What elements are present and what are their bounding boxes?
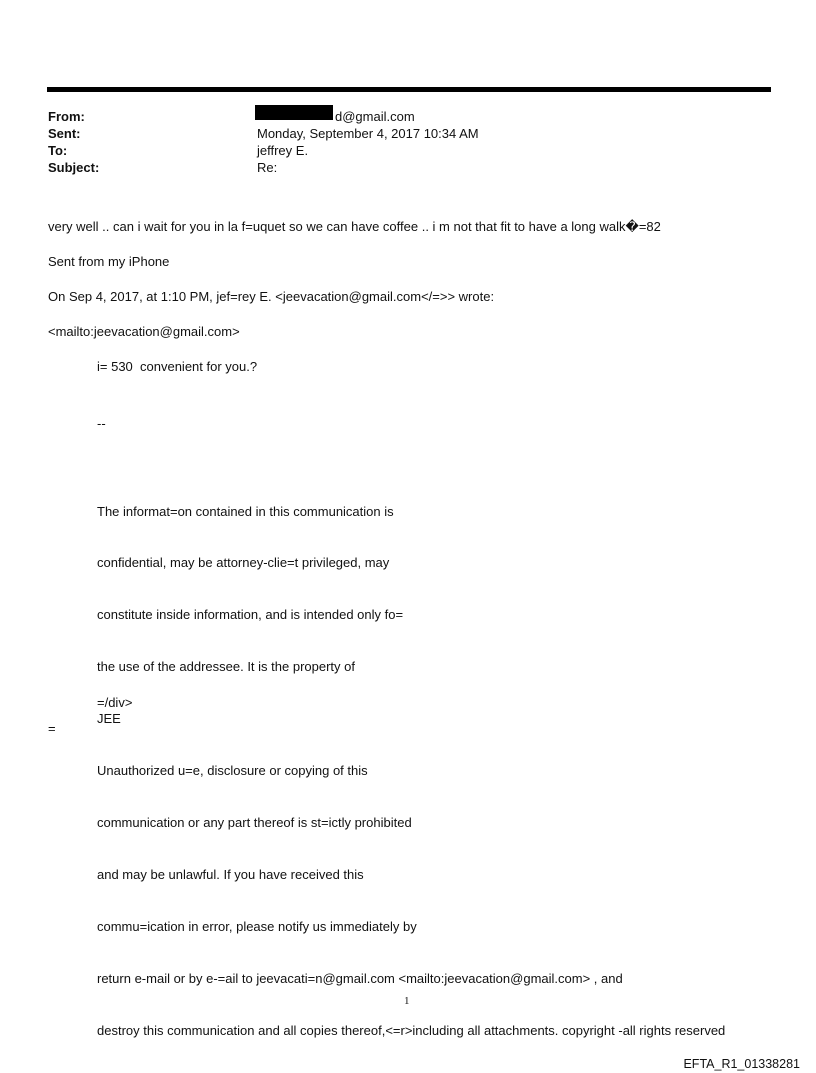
quote-intro: On Sep 4, 2017, at 1:10 PM, jef=rey E. <jeevacation@gmail.com</=>> wrote: [48,289,495,304]
signature: Sent from my iPhone [48,254,170,269]
disclaimer-line: Unauthorized u=e, disclosure or copying of this [97,763,368,779]
disclaimer-line: JEE [97,711,121,727]
disclaimer-line: commu=ication in error, please notify us immediately by [97,918,417,934]
disclaimer-line: constitute inside information, and is intended only fo= [97,607,404,623]
page-number: 1 [404,995,410,1007]
redaction-box [255,105,333,120]
disclaimer-line: communication or any part thereof is st=ictly prohibited [97,814,412,830]
from-value: d@gmail.com [335,109,415,124]
div-close-text: =/div> [97,695,133,710]
quoted-message: i= 530 convenient for you.? [97,359,258,374]
header-divider [47,87,771,92]
to-value: jeffrey E. [257,143,309,158]
subject-label: Subject: [48,160,100,175]
from-label: From: [48,109,85,124]
disclaimer-line: destroy this communication and all copies thereof,<=r>including all attachments. copyright -all rights reserved [97,1022,726,1038]
sent-value: Monday, September 4, 2017 10:34 AM [257,126,479,141]
disclaimer-line: and may be unlawful. If you have received this [97,866,364,882]
mailto-link: <mailto:jeevacation@gmail.com> [48,324,240,339]
subject-value: Re: [257,160,278,175]
disclaimer-line: The informat=on contained in this communication is [97,503,394,519]
trailing-text: = [48,721,56,736]
message-text: very well .. can i wait for you in la f=uquet so we can have coffee .. i m not that fit to have a long walk�=82 [48,219,661,234]
to-label: To: [48,143,68,158]
disclaimer-line: return e-mail or by e-=ail to jeevacati=n@gmail.com <mailto:jeevacation@gmail.com> , and [97,970,623,986]
sent-label: Sent: [48,126,81,141]
document-id: EFTA_R1_01338281 [683,1057,800,1071]
disclaimer-line: confidential, may be attorney-clie=t privileged, may [97,555,390,571]
disclaimer [97,468,725,1056]
separator: -- [97,416,106,431]
disclaimer-line: the use of the addressee. It is the property of [97,659,355,675]
